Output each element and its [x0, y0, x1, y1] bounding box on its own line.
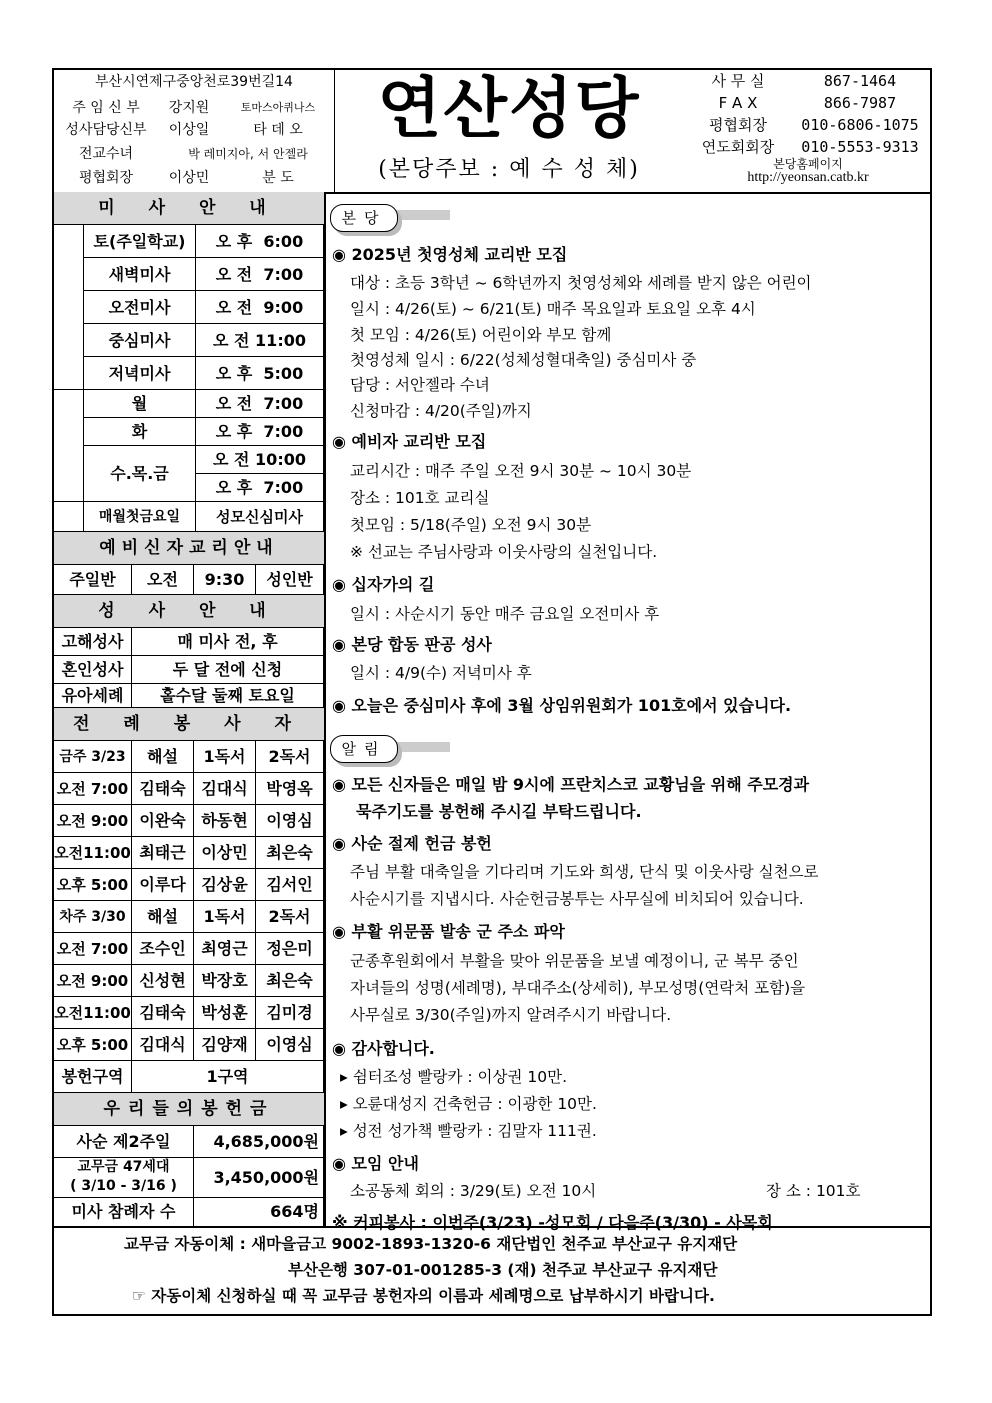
- staff-baptism: 타 데 오: [253, 122, 303, 138]
- notice-line: ▸ 오륜대성지 건축헌금 : 이광한 10만.: [340, 1095, 597, 1113]
- page-subtitle: (본당주보 : 예 수 성 체): [378, 157, 640, 182]
- mass-name: 매월첫금요일: [84, 502, 196, 532]
- offering-value: 3,450,000원: [194, 1158, 324, 1198]
- catechumen-cell: 주일반: [54, 565, 132, 595]
- notice-title: ◉ 모임 안내: [332, 1154, 419, 1173]
- contact-row: [686, 92, 930, 114]
- servers-time: 오전 7:00: [54, 773, 132, 805]
- mass-name: 중심미사: [84, 324, 196, 357]
- servers-time: 오전 9:00: [54, 805, 132, 837]
- server-name: 박장호: [194, 965, 256, 997]
- notice-title: ◉ 감사합니다.: [332, 1039, 435, 1058]
- offering-area-value: 1구역: [132, 1061, 324, 1093]
- offering-label: 미사 참례자 수: [54, 1198, 194, 1226]
- notice-line: ※ 선교는 주님사랑과 이웃사랑의 실천입니다.: [350, 543, 658, 561]
- contact-value: 010-5553-9313: [801, 138, 919, 156]
- catechumen-cell: 오전: [132, 565, 194, 595]
- mass-time: 오 후 7:00: [196, 474, 324, 502]
- servers-date: 금주 3/23: [54, 741, 132, 773]
- footer-line: 교무금 자동이체 : 새마을금고 9002-1893-1320-6 재단법인 천주교 부산교구 유지재단: [124, 1235, 738, 1253]
- server-name: 하동현: [194, 805, 256, 837]
- staff-baptism: 분 도: [262, 170, 294, 186]
- servers-time: 오후 5:00: [54, 869, 132, 901]
- servers-col: 1독서: [194, 741, 256, 773]
- offering-label: 사순 제2주일: [54, 1126, 194, 1158]
- notice-line: 사무실로 3/30(주일)까지 알려주시기 바랍니다.: [350, 1006, 672, 1024]
- contact-label: 연도회회장: [701, 138, 775, 156]
- notice-tag: 알림: [330, 735, 398, 763]
- staff-name: 이상민: [168, 170, 210, 186]
- server-name: 김상윤: [194, 869, 256, 901]
- mass-time: 오 전 11:00: [196, 324, 324, 357]
- notice-line: 담당 : 서안젤라 수녀: [350, 376, 490, 394]
- sunday-label: [54, 225, 84, 390]
- servers-date: 차주 3/30: [54, 901, 132, 933]
- servers-time: 오전11:00: [54, 997, 132, 1029]
- contact-value: 866-7987: [823, 94, 897, 112]
- weekday-label: [54, 390, 84, 502]
- left-column: [54, 192, 326, 1226]
- address: 부산시연제구중앙천로39번길14: [95, 74, 293, 90]
- server-name: 박성훈: [194, 997, 256, 1029]
- contact-label: F A X: [718, 94, 758, 112]
- server-name: 정은미: [256, 933, 324, 965]
- footer: [54, 1226, 930, 1316]
- sacrament-value: 두 달 전에 신청: [132, 656, 324, 684]
- staff-row: [54, 118, 334, 142]
- mass-time: 오 후 5:00: [196, 357, 324, 390]
- sacrament-section-title: 성 사 안 내: [54, 595, 324, 628]
- offering-value: 664명: [194, 1198, 324, 1226]
- server-name: 박영옥: [256, 773, 324, 805]
- offering-value: 4,685,000원: [194, 1126, 324, 1158]
- notice-line: 주님 부활 대축일을 기다리며 기도와 희생, 단식 및 이웃사랑 실천으로: [350, 863, 819, 881]
- mass-name: 화: [84, 418, 196, 446]
- server-name: 김태숙: [132, 773, 194, 805]
- notice-line: ▸ 쉼터조성 빨랑카 : 이상권 10만.: [340, 1068, 567, 1086]
- catechumen-section-title: 예비신자교리안내: [54, 532, 324, 565]
- contact-row: [686, 70, 930, 92]
- tag-bar: [396, 742, 450, 752]
- bulletin-page: [52, 68, 932, 1316]
- server-name: 이영심: [256, 805, 324, 837]
- servers-col: 해설: [132, 741, 194, 773]
- notice-title: ◉ 오늘은 중심미사 후에 3월 상임위원회가 101호에서 있습니다.: [332, 696, 792, 715]
- sacrament-name: 혼인성사: [54, 656, 132, 684]
- catechumen-cell: 성인반: [256, 565, 324, 595]
- header: [54, 70, 930, 194]
- notice-line: 사순시기를 지냅시다. 사순헌금봉투는 사무실에 비치되어 있습니다.: [350, 890, 804, 908]
- parish-tag: 본당: [330, 204, 398, 232]
- servers-col: 해설: [132, 901, 194, 933]
- spacer-cell: [54, 502, 84, 532]
- mass-name: 오전미사: [84, 291, 196, 324]
- server-name: 김태숙: [132, 997, 194, 1029]
- staff-row: [54, 142, 334, 166]
- mass-time: 오 전 10:00: [196, 446, 324, 474]
- servers-col: 2독서: [256, 901, 324, 933]
- mass-name: 수.목.금: [84, 446, 196, 502]
- staff-row: [54, 166, 334, 190]
- notice-title: 묵주기도를 봉헌해 주시길 부탁드립니다.: [356, 802, 642, 821]
- contact-value: 010-6806-1075: [801, 116, 919, 134]
- server-name: 신성현: [132, 965, 194, 997]
- contact-label: 평협회장: [709, 116, 767, 134]
- notice-title: ◉ 본당 합동 판공 성사: [332, 635, 492, 654]
- staff-row: [54, 96, 334, 120]
- notice-line: 군종후원회에서 부활을 맞아 위문품을 보낼 예정이니, 군 복무 중인: [350, 952, 799, 970]
- offering-label: 교무금 47세대: [77, 1159, 170, 1175]
- contact-panel: [686, 70, 930, 192]
- notice-line: 장 소 : 101호: [766, 1182, 861, 1200]
- notice-line: 자녀들의 성명(세례명), 부대주소(상세히), 부모성명(연락처 포함)을: [350, 979, 806, 997]
- sacrament-name: 고해성사: [54, 628, 132, 656]
- notice-title: ◉ 모든 신자들은 매일 밤 9시에 프란치스코 교황님을 위해 주모경과: [332, 775, 810, 794]
- server-name: 이완숙: [132, 805, 194, 837]
- tag-bar: [396, 210, 450, 220]
- homepage-link[interactable]: http://yeonsan.catb.kr: [747, 170, 869, 185]
- homepage: [686, 157, 930, 185]
- mass-time: 오 전 7:00: [196, 390, 324, 418]
- staff-baptism: 토마스아퀴나스: [240, 101, 316, 114]
- server-name: 김양재: [194, 1029, 256, 1061]
- notice-title: ◉ 십자가의 길: [332, 575, 435, 594]
- coffee-service: ※ 커피봉사 : 이번주(3/23) -성모회 / 다음주(3/30) - 사목회: [332, 1213, 773, 1232]
- mass-section-title: 미 사 안 내: [54, 192, 324, 225]
- notice-line: 일시 : 4/9(수) 저녁미사 후: [350, 664, 532, 682]
- mass-name: 새벽미사: [84, 258, 196, 291]
- notice-line: 일시 : 4/26(토) ~ 6/21(토) 매주 목요일과 토요일 오후 4시: [350, 300, 756, 318]
- servers-section-title: 전 례 봉 사 자: [54, 708, 324, 741]
- homepage-label: 본당홈페이지: [773, 157, 843, 171]
- server-name: 최태근: [132, 837, 194, 869]
- notice-line: 대상 : 초등 3학년 ~ 6학년까지 첫영성체와 세례를 받지 않은 어린이: [350, 274, 812, 292]
- staff-role: 평협회장: [78, 170, 134, 186]
- notice-line: 첫모임 : 5/18(주일) 오전 9시 30분: [350, 516, 592, 534]
- sacrament-value: 매 미사 전, 후: [132, 628, 324, 656]
- server-name: 이상민: [194, 837, 256, 869]
- server-name: 최은숙: [256, 837, 324, 869]
- contact-value: 867-1464: [823, 72, 897, 90]
- right-column: [326, 192, 930, 1232]
- server-name: 김미경: [256, 997, 324, 1029]
- server-name: 김서인: [256, 869, 324, 901]
- notice-title: ◉ 부활 위문품 발송 군 주소 파악: [332, 922, 565, 941]
- mass-time: 오 전 7:00: [196, 258, 324, 291]
- contact-row: [686, 114, 930, 136]
- server-name: 김대식: [194, 773, 256, 805]
- notice-title: ◉ 사순 절제 헌금 봉헌: [332, 834, 492, 853]
- mass-time: 오 후 6:00: [196, 225, 324, 258]
- notice-line: 교리시간 : 매주 주일 오전 9시 30분 ~ 10시 30분: [350, 462, 692, 480]
- staff-name: 박 레미지아, 서 안젤라: [188, 147, 308, 161]
- server-name: 최영근: [194, 933, 256, 965]
- offering-area-label: 봉헌구역: [54, 1061, 132, 1093]
- servers-time: 오전 7:00: [54, 933, 132, 965]
- notice-line: 일시 : 사순시기 동안 매주 금요일 오전미사 후: [350, 605, 660, 623]
- servers-col: 2독서: [256, 741, 324, 773]
- server-name: 이영심: [256, 1029, 324, 1061]
- staff-role: 전교수녀: [78, 146, 134, 162]
- catechumen-cell: 9:30: [194, 565, 256, 595]
- staff-role: 성사담당신부: [65, 122, 147, 138]
- sacrament-value: 홀수달 둘째 토요일: [132, 684, 324, 708]
- staff-name: 강지원: [168, 100, 210, 116]
- notice-title: ◉ 예비자 교리반 모집: [332, 432, 487, 451]
- servers-time: 오후 5:00: [54, 1029, 132, 1061]
- mass-time: 오 전 9:00: [196, 291, 324, 324]
- offerings-section-title: 우리들의봉헌금: [54, 1093, 324, 1126]
- contact-row: [686, 136, 930, 158]
- server-name: 조수인: [132, 933, 194, 965]
- notice-title: ◉ 2025년 첫영성체 교리반 모집: [332, 245, 568, 264]
- server-name: 최은숙: [256, 965, 324, 997]
- staff-panel: [54, 70, 335, 192]
- staff-name: 이상일: [168, 122, 210, 138]
- notice-line: 신청마감 : 4/20(주일)까지: [350, 402, 532, 420]
- contact-label: 사 무 실: [711, 72, 765, 90]
- notice-line: ▸ 성전 성가책 빨랑카 : 김말자 111권.: [340, 1122, 597, 1140]
- notice-line: 첫 모임 : 4/26(토) 어린이와 부모 함께: [350, 326, 612, 344]
- mass-time: 성모신심미사: [196, 502, 324, 532]
- offering-sublabel: ( 3/10 - 3/16 ): [70, 1178, 177, 1194]
- offering-label-block: [54, 1158, 194, 1198]
- server-name: 이루다: [132, 869, 194, 901]
- mass-name: 저녁미사: [84, 357, 196, 390]
- mass-time: 오 후 7:00: [196, 418, 324, 446]
- mass-name: 토(주일학교): [84, 225, 196, 258]
- servers-time: 오전 9:00: [54, 965, 132, 997]
- notice-line: 소공동체 회의 : 3/29(토) 오전 10시: [350, 1182, 597, 1200]
- server-name: 김대식: [132, 1029, 194, 1061]
- servers-col: 1독서: [194, 901, 256, 933]
- page-title: 연산성당: [377, 70, 641, 147]
- mass-name: 월: [84, 390, 196, 418]
- footer-line: ☞ 자동이체 신청하실 때 꼭 교무금 봉헌자의 이름과 세례명으로 납부하시기 바랍니다.: [132, 1287, 715, 1305]
- footer-line: 부산은행 307-01-001285-3 (재) 천주교 부산교구 유지재단: [288, 1261, 718, 1279]
- staff-role: 주 임 신 부: [72, 100, 140, 116]
- servers-time: 오전11:00: [54, 837, 132, 869]
- notice-line: 첫영성체 일시 : 6/22(성체성혈대축일) 중심미사 중: [350, 351, 697, 369]
- sacrament-name: 유아세례: [54, 684, 132, 708]
- notice-line: 장소 : 101호 교리실: [350, 489, 490, 507]
